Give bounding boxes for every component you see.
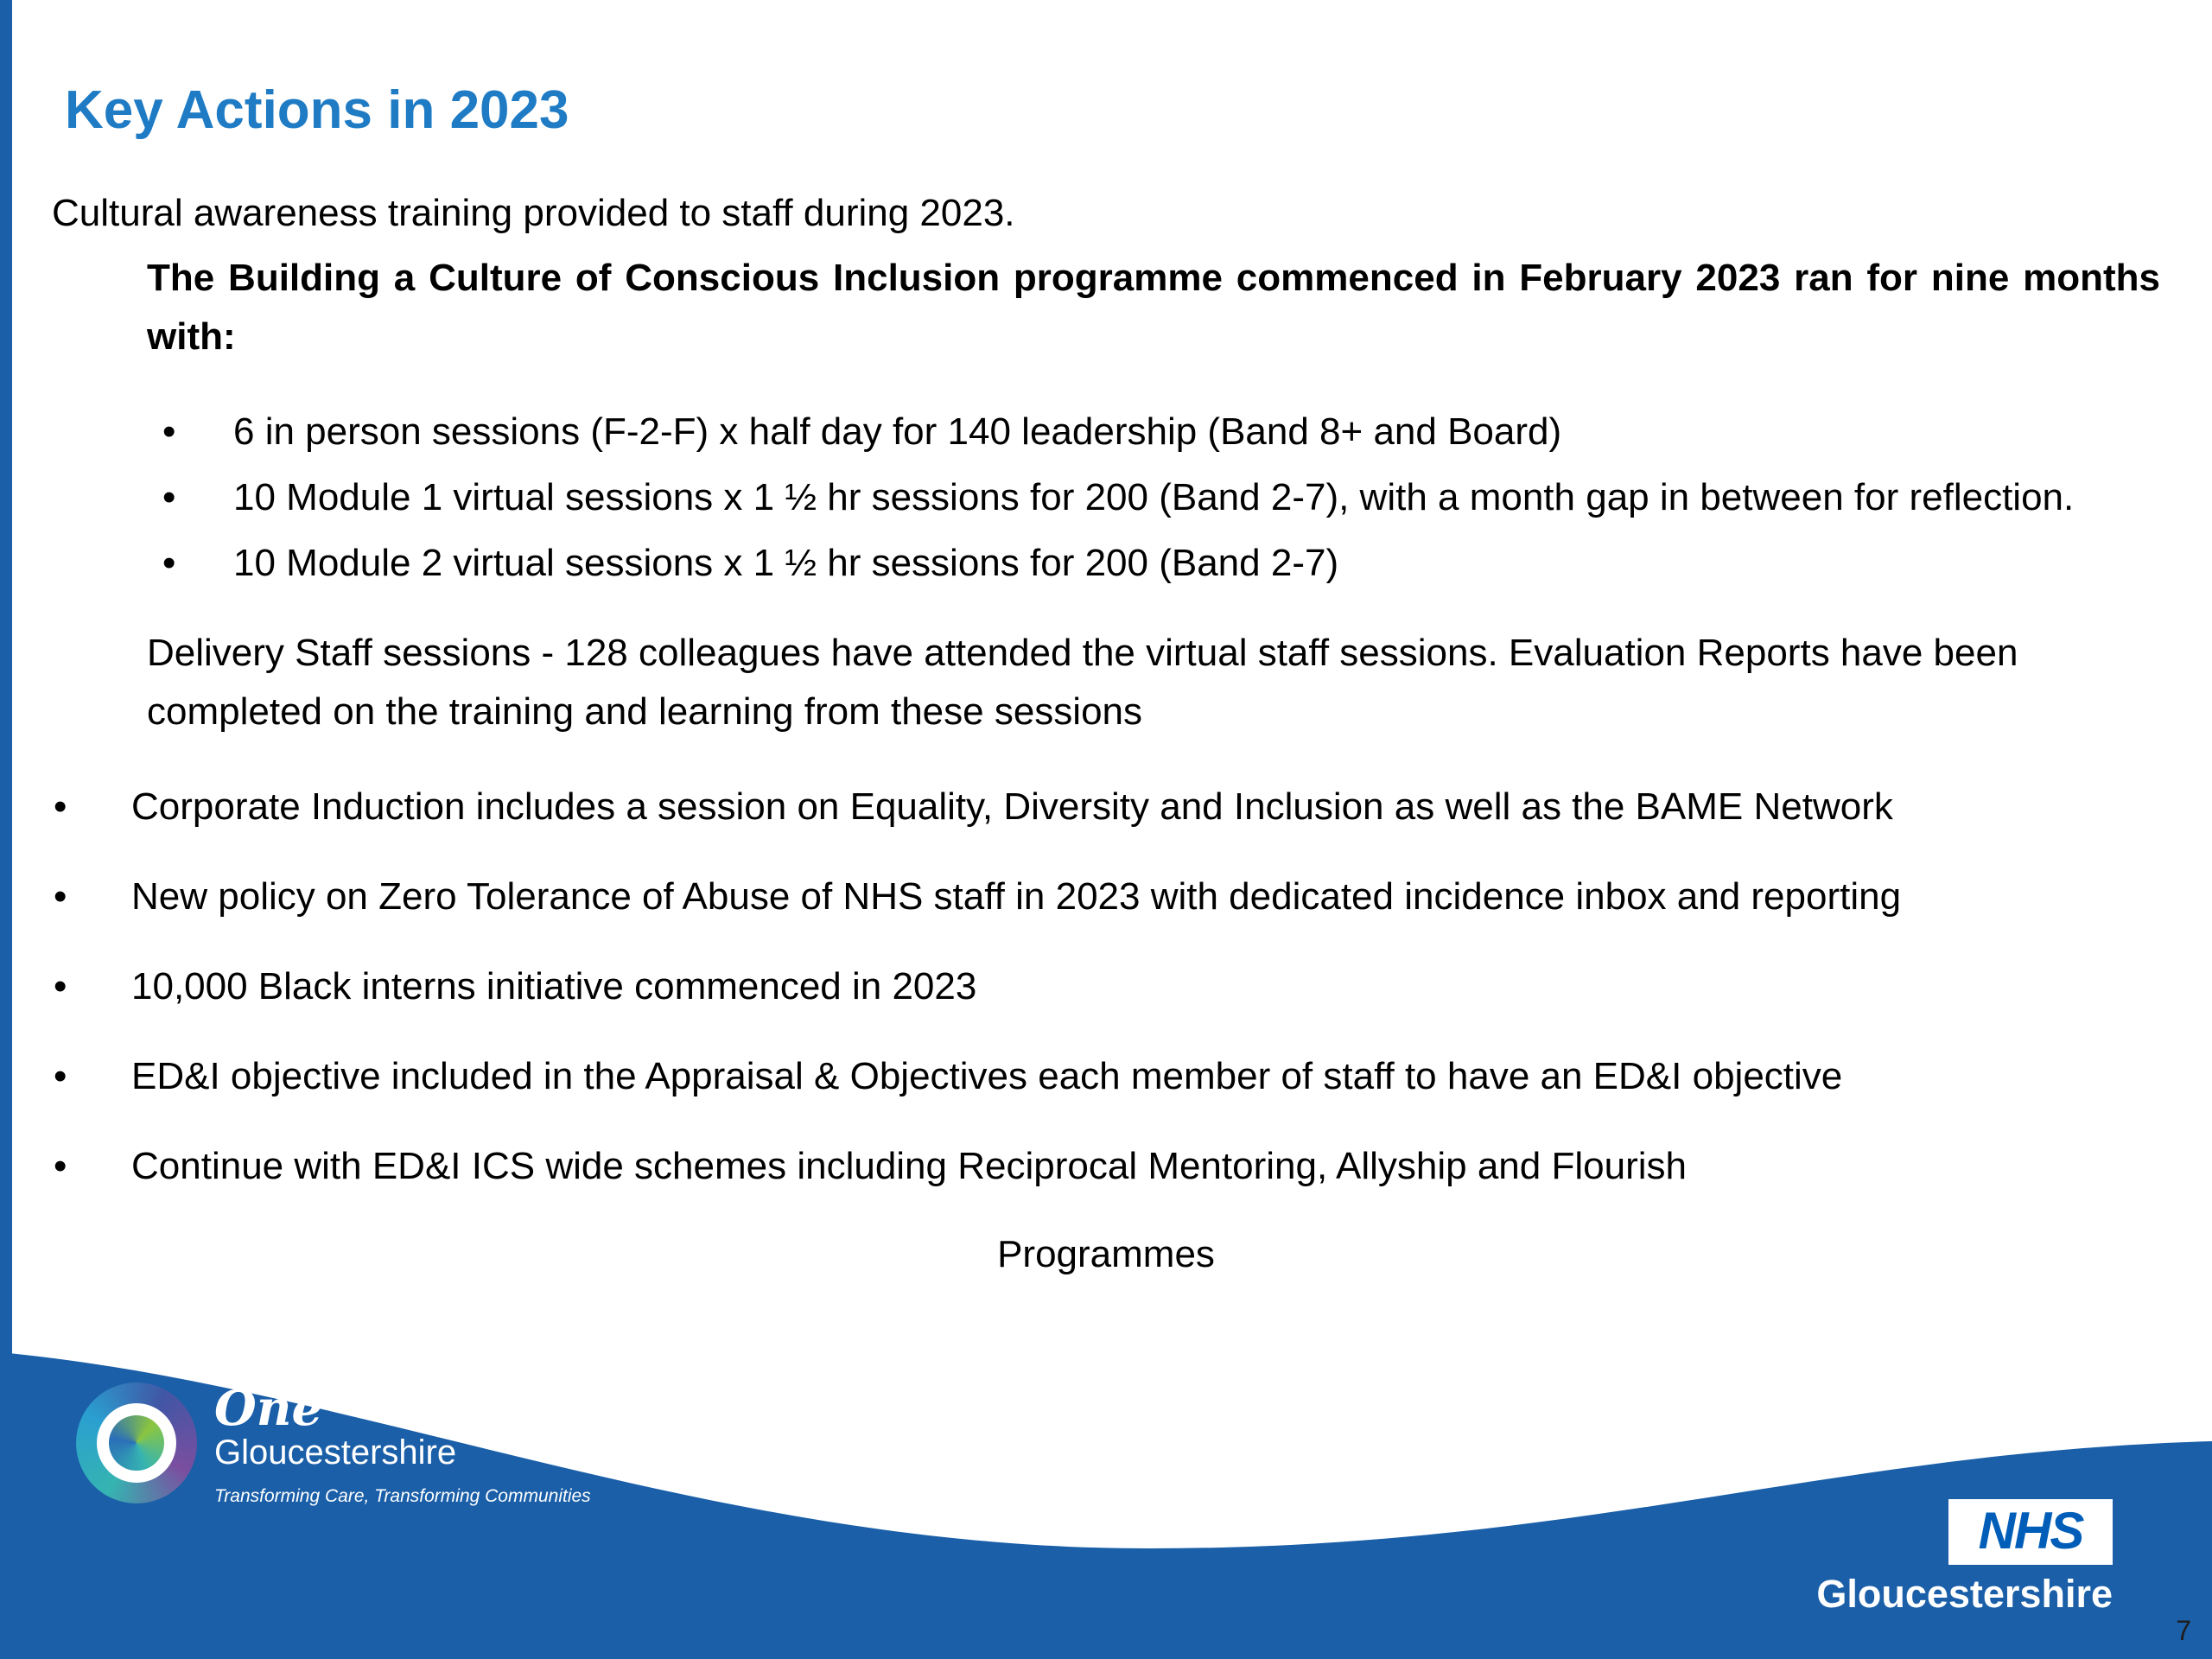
left-edge-bar [0, 0, 12, 1361]
list-item: • 10 Module 1 virtual sessions x 1 ½ hr sessions for 200 (Band 2-7), with a month gap in between for reflection. [52, 468, 2160, 527]
delivery-paragraph: Delivery Staff sessions - 128 colleagues have attended the virtual staff sessions. Evaluation Reports have been completed on the training and learning from these sessions [147, 632, 2018, 733]
one-gloucestershire-swirl-icon [76, 1382, 197, 1503]
nhs-org-label: Gloucestershire [1816, 1572, 2113, 1616]
page-title: Key Actions in 2023 [65, 80, 569, 140]
list-item: • New policy on Zero Tolerance of Abuse of NHS staff in 2023 with dedicated incidence inbox and reporting [52, 868, 2160, 926]
nhs-logo-box [1948, 1499, 2113, 1565]
list-item: • 6 in person sessions (F-2-F) x half day for 140 leadership (Band 8+ and Board) [52, 403, 2160, 461]
one-gloucestershire-logo [76, 1382, 591, 1507]
intro-text: Cultural awareness training provided to staff during 2023. [52, 192, 1015, 234]
one-gloucestershire-text [214, 1382, 591, 1507]
tagline-label: Transforming Care, Transforming Communities [214, 1486, 591, 1506]
list-item: • ED&I objective included in the Appraisal & Objectives each member of staff to have an ED&I objective [52, 1047, 2160, 1106]
list-item: • Corporate Induction includes a session on Equality, Diversity and Inclusion as well as the BAME Network [52, 778, 2160, 836]
list-item: • 10 Module 2 virtual sessions x 1 ½ hr sessions for 200 (Band 2-7) [52, 534, 2160, 593]
page-number: 7 [2176, 1615, 2191, 1646]
sub-bullet-list [52, 403, 2160, 593]
nhs-gloucestershire-logo [1816, 1499, 2113, 1617]
slide-body [52, 184, 2160, 1284]
nhs-brand-label: NHS [1978, 1501, 2083, 1560]
list-item: • 10,000 Black interns initiative commenced in 2023 [52, 957, 2160, 1016]
list-item: • Continue with ED&I ICS wide schemes including Reciprocal Mentoring, Allyship and Flourish [52, 1137, 2160, 1196]
one-label: One [214, 1380, 323, 1437]
programmes-label: Programmes [997, 1233, 1215, 1275]
programme-heading: The Building a Culture of Conscious Inclusion programme commenced in February 2023 ran for nine months with: [147, 257, 2160, 358]
main-bullet-list [52, 778, 2160, 1196]
gloucestershire-label: Gloucestershire [214, 1433, 457, 1471]
